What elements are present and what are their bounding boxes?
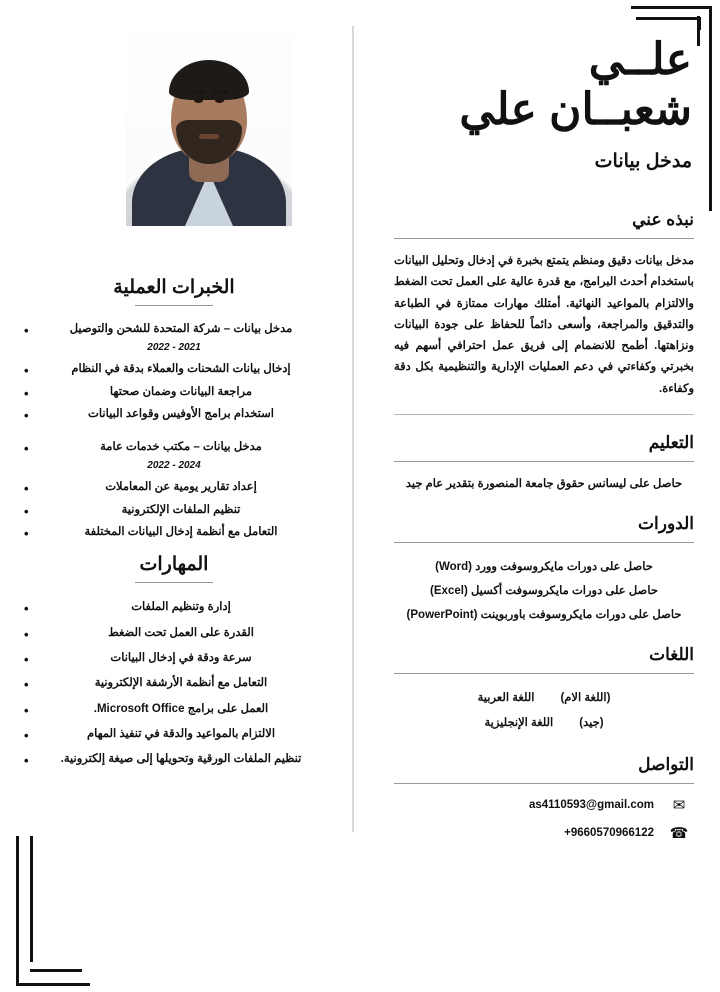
languages-heading: اللغات <box>649 645 694 665</box>
about-bottom-rule <box>394 414 694 415</box>
list-item: إعداد تقارير يومية عن المعاملات • <box>24 476 324 498</box>
vertical-rule-left <box>16 836 19 986</box>
first-name: علــي <box>588 35 692 84</box>
list-item: إدارة وتنظيم الملفات • <box>24 595 324 620</box>
course-line: حاصل على دورات مايكروسوفت باوربوينت (PowerPoint) <box>406 608 682 621</box>
courses-rule <box>394 542 694 543</box>
contact-row-phone <box>394 824 694 842</box>
list-item: تنظيم الملفات الورقية وتحويلها إلى صيغة إلكترونية. • <box>24 747 324 772</box>
language-level: (اللغة الام) <box>560 692 611 705</box>
portrait-brow-left <box>213 91 228 94</box>
language-row <box>394 711 694 736</box>
language-name: اللغة الإنجليزية <box>484 717 554 730</box>
education-line: حاصل على ليسانس حقوق جامعة المنصورة بتقدير عام جيد <box>405 477 683 490</box>
vertical-rule-right-inner <box>697 16 700 46</box>
list-item: العمل على برامج Microsoft Office. • <box>24 697 324 722</box>
column-divider <box>352 26 354 832</box>
envelope-icon: ✉ <box>672 796 686 814</box>
language-name: اللغة العربية <box>477 692 535 705</box>
page-title: مدخل بيانات <box>594 151 692 172</box>
about-heading: نبذه عني <box>632 210 694 229</box>
corner-decoration-bottom-left <box>16 983 90 986</box>
portrait-eye-left <box>215 98 224 103</box>
about-text: مدخل بيانات دقيق ومنظم يتمتع بخبرة في إدخال وتحليل البيانات باستخدام أحدث البرامج، مع قدرة عالية على العمل تحت الضغط والالتزام بالمواعيد النهائية. أمتلك مهارات ممتازة في الطباعة والتدقيق والمراجعة، وأسعى دائماً للحفاظ على جودة البيانات ونزاهتها. أطمح للانضمام إلى فريق عمل احترافي أسهم فيه بخبرتي وكفاءتي في دعم العمليات الإدارية والتنظيمية بكل دقة وكفاءة. <box>394 255 694 395</box>
phone-value[interactable]: +9660570966122 <box>564 826 654 839</box>
experience-rule <box>135 305 213 306</box>
experience-heading: الخبرات العملية <box>113 277 235 298</box>
course-line: حاصل على دورات مايكروسوفت وورد (Word) <box>435 560 653 573</box>
course-line: حاصل على دورات مايكروسوفت أكسيل (Excel) <box>430 584 658 597</box>
job-duties <box>24 476 324 543</box>
list-item: إدخال بيانات الشحنات والعملاء بدقة في النظام • <box>24 358 324 380</box>
job-duties <box>24 358 324 425</box>
vertical-rule-left-inner <box>30 836 33 962</box>
courses-heading: الدورات <box>638 513 694 533</box>
portrait-mouth <box>199 134 219 139</box>
skills-list <box>24 595 324 772</box>
portrait-photo <box>126 34 292 226</box>
experience-title-list <box>24 436 324 458</box>
experience-item <box>24 318 324 426</box>
languages-rule <box>394 673 694 674</box>
job-title: مدخل بيانات – شركة المتحدة للشحن والتوصيل • <box>24 318 324 340</box>
portrait-hair <box>169 60 249 100</box>
language-row <box>394 686 694 711</box>
portrait-eye-right <box>194 98 203 103</box>
last-name: شعبــان علي <box>459 85 692 134</box>
language-level: (جيد) <box>579 717 604 730</box>
education-rule <box>394 461 694 462</box>
right-column <box>394 210 694 846</box>
about-rule <box>394 238 694 239</box>
list-item: التعامل مع أنظمة إدخال البيانات المختلفة • <box>24 521 324 543</box>
skills-rule <box>135 582 213 583</box>
education-heading: التعليم <box>648 432 694 452</box>
left-column <box>24 276 324 772</box>
list-item: القدرة على العمل تحت الضغط • <box>24 621 324 646</box>
contact-heading: التواصل <box>638 754 694 774</box>
list-item: تنظيم الملفات الإلكترونية • <box>24 499 324 521</box>
job-date: 2024 - 2022 <box>147 460 201 472</box>
skills-heading: المهارات <box>139 554 209 576</box>
experience-title-list <box>24 318 324 340</box>
list-item: سرعة ودقة في إدخال البيانات • <box>24 646 324 671</box>
experience-item <box>24 436 324 544</box>
name-header <box>392 35 692 173</box>
list-item: الالتزام بالمواعيد والدقة في تنفيذ المهام • <box>24 722 324 747</box>
skills-section <box>24 553 324 772</box>
job-date: 2021 - 2022 <box>147 342 201 354</box>
list-item: استخدام برامج الأوفيس وقواعد البيانات • <box>24 403 324 425</box>
telephone-icon: ☎ <box>669 824 689 842</box>
email-value[interactable]: as4110593@gmail.com <box>528 798 654 811</box>
job-title: مدخل بيانات – مكتب خدمات عامة • <box>24 436 324 458</box>
corner-decoration-bottom-left-inner <box>30 969 82 972</box>
contact-rule <box>394 783 694 784</box>
contact-row-email <box>394 796 694 814</box>
list-item: مراجعة البيانات وضمان صحتها • <box>24 381 324 403</box>
avatar <box>126 34 292 226</box>
portrait-brow-right <box>190 91 205 94</box>
vertical-rule-right <box>709 6 712 211</box>
list-item: التعامل مع أنظمة الأرشفة الإلكترونية • <box>24 671 324 696</box>
